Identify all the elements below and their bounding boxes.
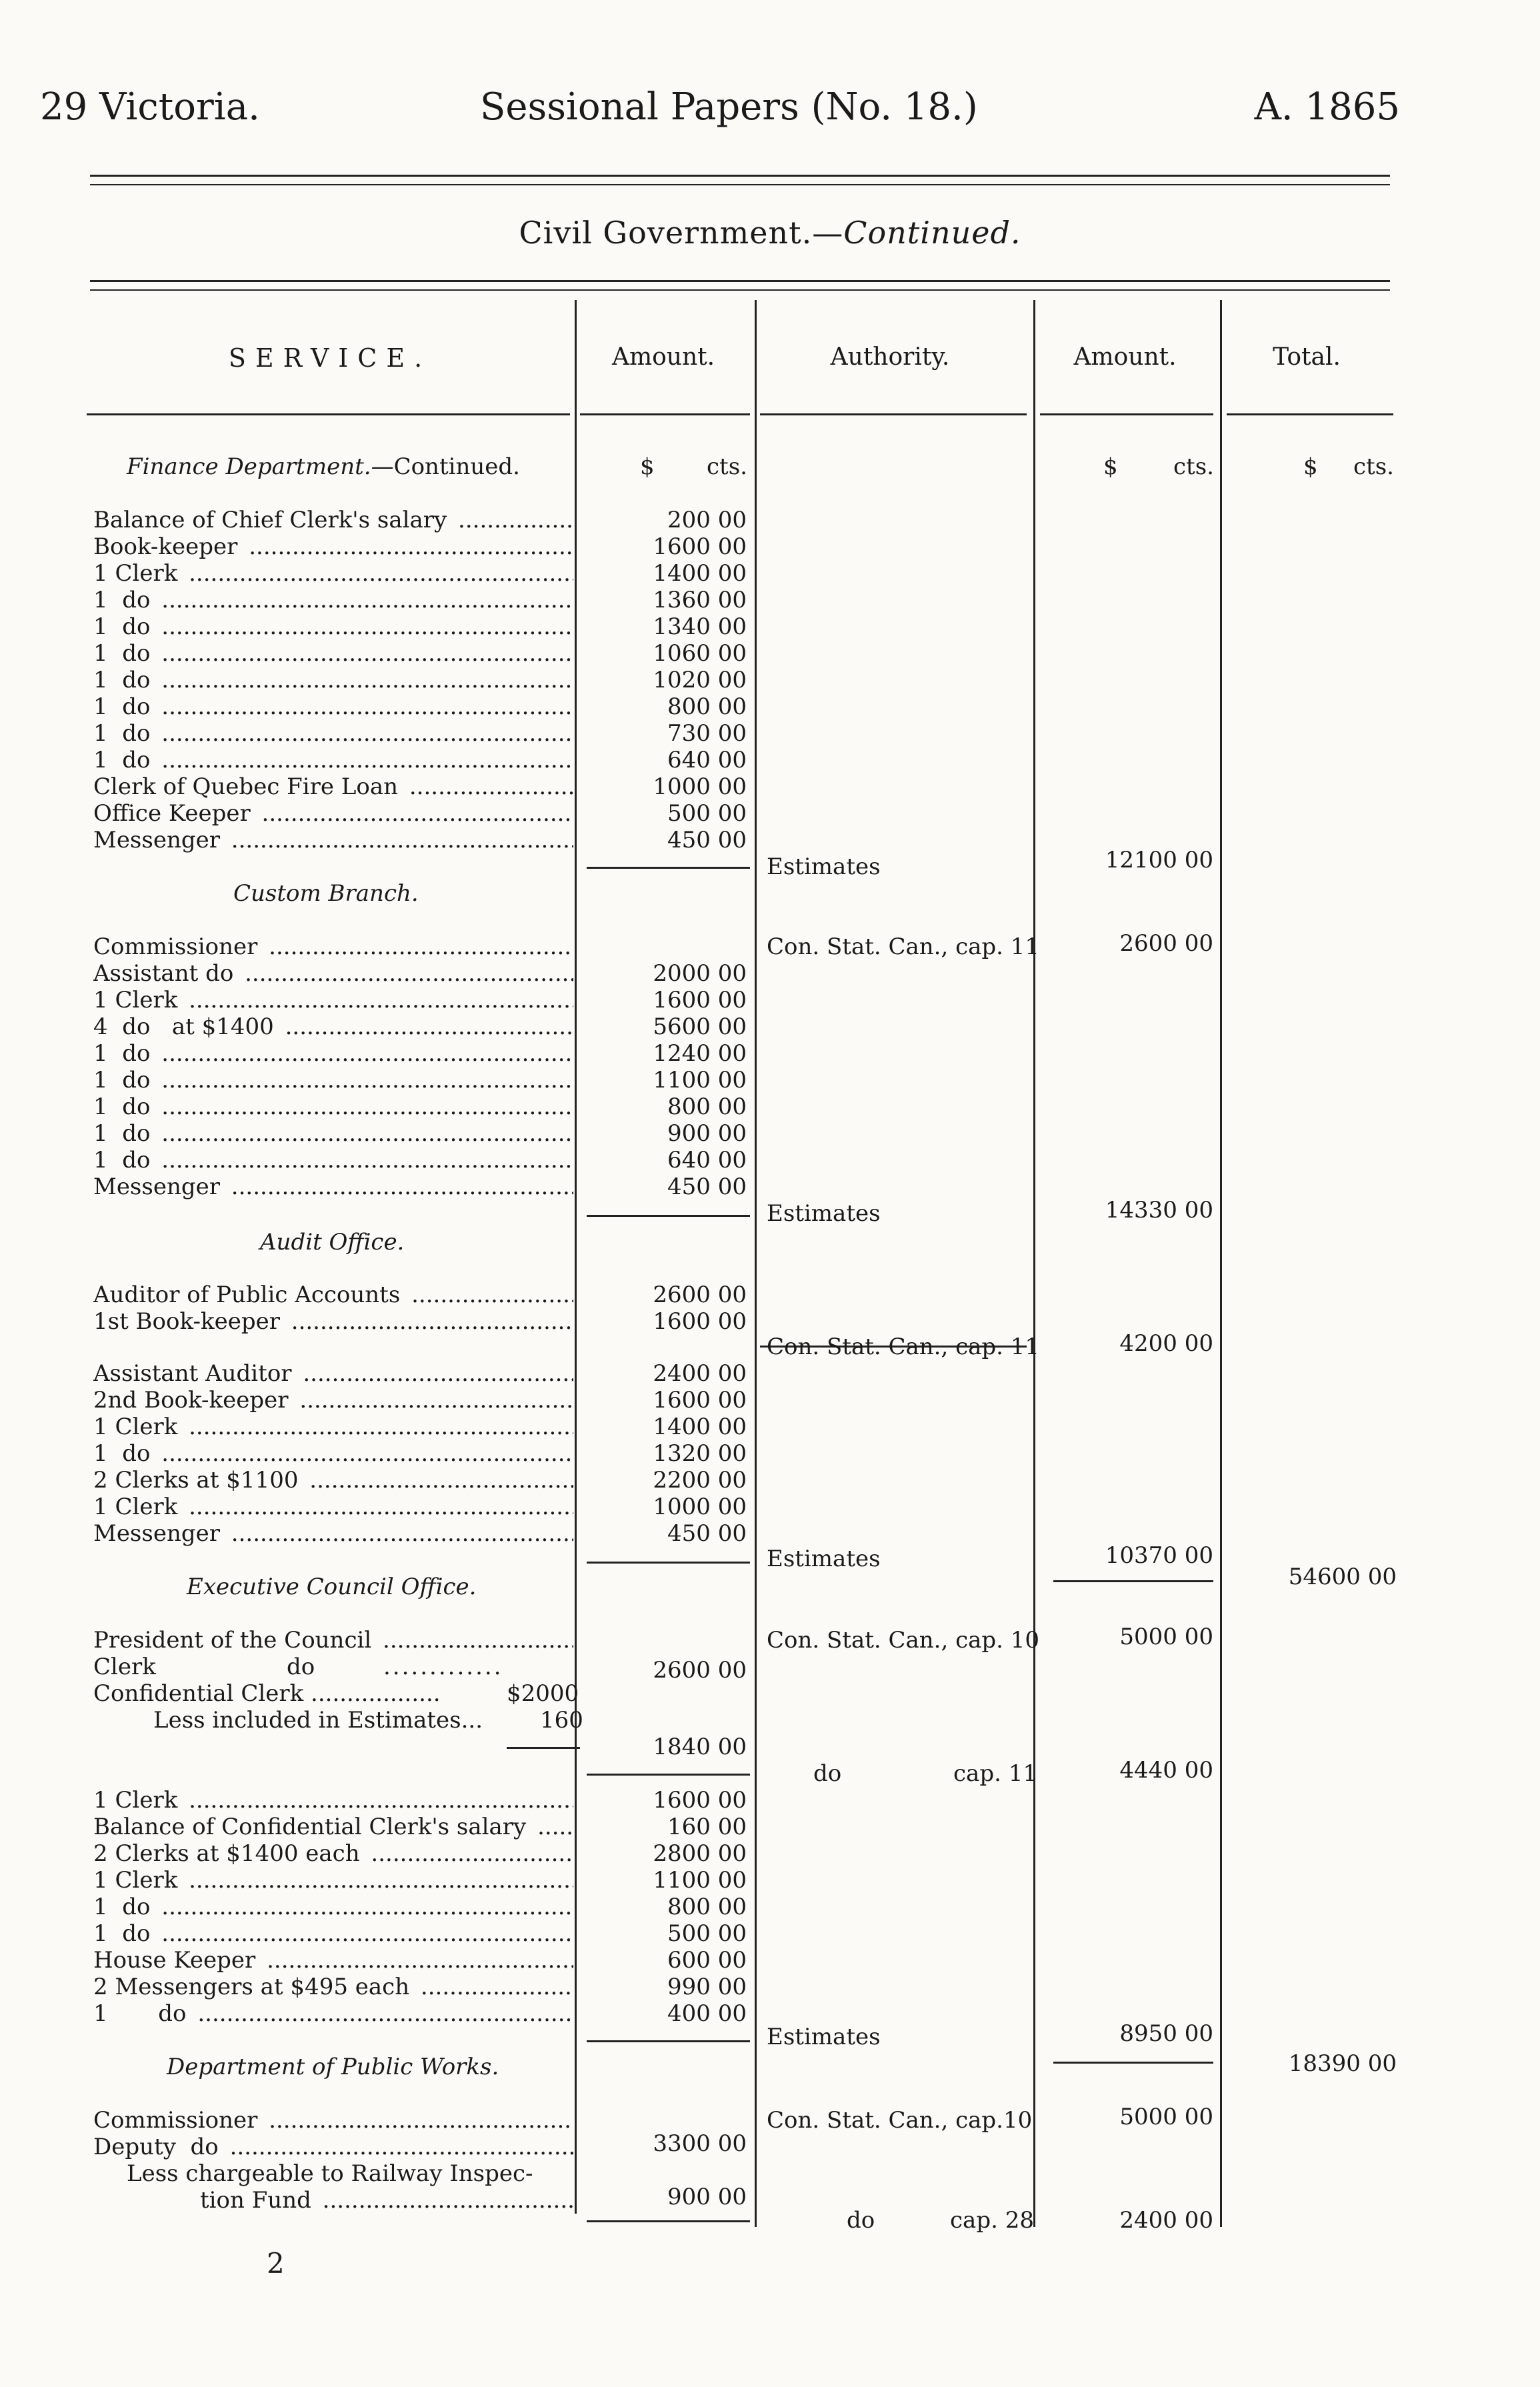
table-row-label xyxy=(93,640,573,667)
subtotal-rule xyxy=(587,2040,750,2042)
column-header-amount: Amount. xyxy=(611,343,715,371)
section-heading-custom: Custom Branch. xyxy=(233,880,419,907)
table-row-label xyxy=(93,1360,573,1387)
authority-cap: cap. 28 xyxy=(950,2207,1034,2234)
column-divider xyxy=(1033,300,1035,2227)
table-row-label xyxy=(93,1308,573,1335)
row-amount: 200 00 xyxy=(667,507,747,533)
row-amount: 600 00 xyxy=(667,1947,747,1974)
column-divider xyxy=(575,300,577,2214)
table-row-label xyxy=(93,1947,573,1974)
table-row-label xyxy=(93,827,573,853)
authority-statute: Con. Stat. Can., cap. 10 xyxy=(767,1627,1040,1654)
header-underline xyxy=(760,413,1027,415)
row-amount: 640 00 xyxy=(667,1147,747,1173)
table-row-label xyxy=(93,1814,573,1840)
row-label: 1 do xyxy=(93,720,154,747)
table-top-rule-thin xyxy=(90,289,1390,291)
row-amount: 1000 00 xyxy=(653,773,747,800)
row-amount: 3300 00 xyxy=(653,2130,747,2157)
row-amount: 640 00 xyxy=(667,747,747,773)
total-rule xyxy=(1053,1580,1213,1582)
section-total: 54600 00 xyxy=(1288,1564,1397,1590)
leader-dots: ............. xyxy=(383,1654,503,1680)
section-title-continued: Continued. xyxy=(843,215,1021,251)
row-label: 1 Clerk xyxy=(93,987,181,1013)
table-row-label xyxy=(93,1282,573,1308)
row-amount: 990 00 xyxy=(667,1974,747,2000)
table-row-label xyxy=(93,1067,573,1093)
column-header-total: Total. xyxy=(1273,343,1341,371)
row-label: 1 do xyxy=(93,693,154,720)
header-underline xyxy=(580,413,750,415)
row-label: 1 do xyxy=(93,640,154,667)
table-row-label xyxy=(93,1627,573,1654)
row-label: 2nd Book-keeper xyxy=(93,1387,293,1414)
subtotal-rule xyxy=(587,2220,750,2222)
table-row-label xyxy=(93,773,573,800)
table-row-label xyxy=(93,1974,573,2000)
row-label: Office Keeper xyxy=(93,800,255,827)
row-label: 4 do at $1400 xyxy=(93,1013,278,1040)
table-row-label xyxy=(93,507,573,533)
authority-estimates: Estimates xyxy=(767,853,881,880)
statute-amount: 5000 00 xyxy=(1119,1624,1213,1650)
row-label: Balance of Confidential Clerk's salary xyxy=(93,1814,530,1840)
dollar-sign: $ xyxy=(640,453,655,480)
row-label: Commissioner xyxy=(93,933,261,960)
page-number: 2 xyxy=(267,2247,285,2280)
section-total: 18390 00 xyxy=(1288,2050,1397,2077)
subtotal-amount: 10370 00 xyxy=(1105,1542,1213,1569)
row-amount: 1100 00 xyxy=(653,1067,747,1093)
dollar-sign: $ xyxy=(1303,453,1318,480)
row-label: Messenger xyxy=(93,1520,224,1547)
table-row-label xyxy=(93,747,573,773)
row-amount: 2600 00 xyxy=(653,1282,747,1308)
row-label: Book-keeper xyxy=(93,533,241,560)
row-amount: 500 00 xyxy=(667,800,747,827)
table-row-label xyxy=(93,2134,573,2160)
heading-continued: Continued. xyxy=(393,453,520,480)
table-row-label xyxy=(93,1894,573,1920)
running-head-center: Sessional Papers (No. 18.) xyxy=(480,85,978,129)
header-rule xyxy=(90,175,1390,177)
row-amount: 900 00 xyxy=(667,1120,747,1147)
row-label: President of the Council xyxy=(93,1627,375,1654)
column-header-service: SERVICE. xyxy=(228,343,432,373)
row-label: 1 do xyxy=(93,1093,154,1120)
confidential-salary: $2000 xyxy=(507,1680,579,1707)
table-row-label xyxy=(93,2000,573,2027)
table-row-label xyxy=(93,720,573,747)
header-underline xyxy=(1227,413,1393,415)
row-label: Balance of Chief Clerk's salary xyxy=(93,507,451,533)
table-row-label xyxy=(93,1040,573,1067)
section-heading-executive: Executive Council Office. xyxy=(187,1574,477,1600)
row-amount: 1600 00 xyxy=(653,1308,747,1335)
row-amount: 2200 00 xyxy=(653,1467,747,1494)
row-amount: 1400 00 xyxy=(653,1414,747,1440)
row-amount: 800 00 xyxy=(667,1894,747,1920)
row-amount: 1600 00 xyxy=(653,1787,747,1814)
cents-label: cts. xyxy=(1353,453,1394,480)
row-amount: 450 00 xyxy=(667,1173,747,1200)
table-row-label xyxy=(93,533,573,560)
row-label: 1 do xyxy=(93,1894,154,1920)
row-amount: 1060 00 xyxy=(653,640,747,667)
header-underline xyxy=(87,413,570,415)
row-amount: 730 00 xyxy=(667,720,747,747)
authority-statute: Con. Stat. Can., cap. 11 xyxy=(767,1334,1040,1360)
row-label: 1 Clerk xyxy=(93,1414,181,1440)
section-title xyxy=(0,215,1540,251)
table-row-label xyxy=(93,1920,573,1947)
row-label: 2 Messengers at $495 each xyxy=(93,1974,413,2000)
table-row-label xyxy=(200,2187,573,2214)
subtotal-amount: 14330 00 xyxy=(1105,1197,1213,1224)
table-row-label xyxy=(93,1414,573,1440)
row-label: 1 do xyxy=(93,667,154,693)
row-label: 1st Book-keeper xyxy=(93,1308,284,1335)
table-row-label xyxy=(93,800,573,827)
table-row-label xyxy=(93,1467,573,1494)
section-heading-finance xyxy=(127,453,520,480)
table-row-label xyxy=(93,1494,573,1520)
row-amount: 1000 00 xyxy=(653,1494,747,1520)
row-label: Commissioner xyxy=(93,2107,261,2134)
subtotal-rule xyxy=(587,1774,750,1776)
column-header-amount-2: Amount. xyxy=(1073,343,1177,371)
row-label: 1 do xyxy=(93,1920,154,1947)
less-included-value: 160 xyxy=(540,1707,583,1734)
running-head-left: 29 Victoria. xyxy=(40,85,260,129)
row-label: 2 Clerks at $1100 xyxy=(93,1467,302,1494)
row-label: 1 do xyxy=(93,1040,154,1067)
statute-amount: 5000 00 xyxy=(1119,2104,1213,2130)
row-amount: 1020 00 xyxy=(653,667,747,693)
column-divider xyxy=(1220,300,1222,2227)
table-row-label xyxy=(93,1013,573,1040)
row-label: Confidential Clerk xyxy=(93,1680,304,1707)
row-label-confidential xyxy=(93,1680,441,1707)
row-amount: 400 00 xyxy=(667,2000,747,2027)
authority-do: do xyxy=(813,1760,842,1787)
row-amount: 450 00 xyxy=(667,1520,747,1547)
dollar-sign: $ xyxy=(1103,453,1118,480)
row-amount: 1360 00 xyxy=(653,587,747,613)
authority-cap: cap. 11 xyxy=(953,1760,1037,1787)
table-row-label xyxy=(93,2107,573,2134)
row-amount: 5600 00 xyxy=(653,1013,747,1040)
running-head-right: A. 1865 xyxy=(1254,85,1400,129)
row-label: Clerk of Quebec Fire Loan xyxy=(93,773,402,800)
row-amount: 2000 00 xyxy=(653,960,747,987)
table-row-label xyxy=(93,960,573,987)
row-amount: 1320 00 xyxy=(653,1440,747,1467)
section-heading-audit: Audit Office. xyxy=(260,1229,405,1256)
subtotal-rule xyxy=(587,1562,750,1564)
authority-statute: Con. Stat. Can., cap. 11 xyxy=(767,933,1040,960)
row-label: 1 Clerk xyxy=(93,1867,181,1894)
row-label: House Keeper xyxy=(93,1947,259,1974)
row-label: Deputy do xyxy=(93,2134,223,2160)
deduction-rule xyxy=(507,1747,580,1749)
statute-amount: 2400 00 xyxy=(1119,2207,1213,2234)
row-amount: 800 00 xyxy=(667,693,747,720)
subtotal-rule xyxy=(587,867,750,869)
row-amount: 800 00 xyxy=(667,1093,747,1120)
table-row-label xyxy=(93,1173,573,1200)
section-title-main: Civil Government.— xyxy=(519,215,844,251)
row-amount: 450 00 xyxy=(667,827,747,853)
subtotal-amount: 12100 00 xyxy=(1105,847,1213,873)
authority-do: do xyxy=(847,2207,875,2234)
table-row-label xyxy=(93,1387,573,1414)
row-amount: 1600 00 xyxy=(653,1387,747,1414)
heading-text: Finance Department.— xyxy=(127,453,394,480)
table-row-label xyxy=(93,613,573,640)
statute-amount: 2600 00 xyxy=(1119,930,1213,957)
row-label: 1 do xyxy=(93,587,154,613)
row-label: 1 do xyxy=(93,1067,154,1093)
row-label: 2 Clerks at $1400 each xyxy=(93,1840,364,1867)
row-label: 1 do xyxy=(93,1120,154,1147)
less-chargeable-label: Less chargeable to Railway Inspec- xyxy=(127,2160,533,2187)
table-top-rule xyxy=(90,280,1390,282)
table-row-label xyxy=(93,1093,573,1120)
table-row-label xyxy=(93,1147,573,1173)
column-divider xyxy=(755,300,757,2227)
table-row-label xyxy=(93,1840,573,1867)
table-row-label xyxy=(93,560,573,587)
table-row-label xyxy=(93,933,573,960)
row-amount: 2400 00 xyxy=(653,1360,747,1387)
table-row-label xyxy=(93,1867,573,1894)
row-label: Messenger xyxy=(93,827,224,853)
authority-estimates: Estimates xyxy=(767,1200,881,1227)
row-label-clerk: Clerk xyxy=(93,1654,156,1680)
statute-amount: 4440 00 xyxy=(1119,1757,1213,1784)
subtotal-rule xyxy=(587,1215,750,1217)
subtotal-amount: 8950 00 xyxy=(1119,2020,1213,2047)
row-label: Assistant do xyxy=(93,960,237,987)
table-row-label xyxy=(93,1440,573,1467)
row-label: 1 Clerk xyxy=(93,1787,181,1814)
authority-estimates: Estimates xyxy=(767,1546,881,1572)
total-rule xyxy=(1053,2062,1213,2064)
row-label-do: do xyxy=(287,1654,315,1680)
cents-label: cts. xyxy=(1173,453,1214,480)
row-amount: 1100 00 xyxy=(653,1867,747,1894)
table-row-label xyxy=(93,1520,573,1547)
column-header-authority: Authority. xyxy=(830,343,950,371)
row-label: tion Fund xyxy=(200,2187,315,2214)
less-included-label: Less included in Estimates... xyxy=(153,1707,483,1734)
leader-dots: .................. xyxy=(311,1680,441,1707)
table-row-label xyxy=(93,693,573,720)
cents-label: cts. xyxy=(707,453,747,480)
row-amount: 1340 00 xyxy=(653,613,747,640)
header-rule-thin xyxy=(90,184,1390,185)
row-label: 1 do xyxy=(93,613,154,640)
row-amount: 1240 00 xyxy=(653,1040,747,1067)
row-amount: 1600 00 xyxy=(653,533,747,560)
row-label: Messenger xyxy=(93,1173,224,1200)
row-amount: 1600 00 xyxy=(653,987,747,1013)
statute-amount: 4200 00 xyxy=(1119,1330,1213,1357)
section-heading-public-works: Department of Public Works. xyxy=(167,2054,499,2080)
authority-estimates: Estimates xyxy=(767,2024,881,2050)
table-row-label xyxy=(93,1787,573,1814)
authority-statute: Con. Stat. Can., cap.10 xyxy=(767,2107,1033,2134)
row-amount: 500 00 xyxy=(667,1920,747,1947)
row-label: 1 do xyxy=(93,2000,191,2027)
row-label: 1 do xyxy=(93,747,154,773)
row-label: 1 do xyxy=(93,1440,154,1467)
row-label: 1 do xyxy=(93,1147,154,1173)
net-amount: 1840 00 xyxy=(653,1734,747,1760)
row-amount: 2600 00 xyxy=(653,1657,747,1684)
row-label: 1 Clerk xyxy=(93,1494,181,1520)
table-row-label xyxy=(93,987,573,1013)
row-label: Auditor of Public Accounts xyxy=(93,1282,404,1308)
row-amount: 900 00 xyxy=(667,2184,747,2210)
table-row-label xyxy=(93,667,573,693)
table-row-label xyxy=(93,1120,573,1147)
row-amount: 1400 00 xyxy=(653,560,747,587)
row-amount: 2800 00 xyxy=(653,1840,747,1867)
header-underline xyxy=(1040,413,1213,415)
table-row-label xyxy=(93,587,573,613)
row-label: 1 Clerk xyxy=(93,560,181,587)
row-label: Assistant Auditor xyxy=(93,1360,296,1387)
row-amount: 160 00 xyxy=(667,1814,747,1840)
